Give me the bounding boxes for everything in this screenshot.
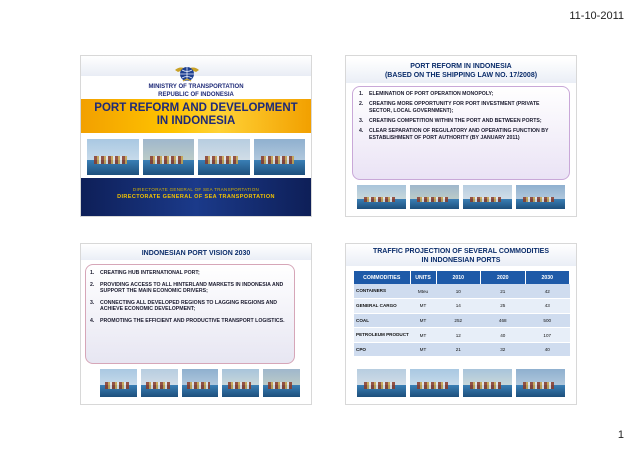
list-item xyxy=(359,128,563,141)
point-text: CONNECTING ALL DEVELOPED REGIONS TO LAGGING REGIONS AND ACHIEVE ECONOMIC DEVELOPMENT; xyxy=(100,299,277,313)
port-photo xyxy=(409,184,460,210)
directorate-band xyxy=(81,178,311,216)
traffic-projection-table xyxy=(354,271,570,357)
list-item xyxy=(359,91,563,98)
table-row xyxy=(354,313,570,328)
table-cell: 40 xyxy=(481,328,526,343)
title-banner xyxy=(81,99,311,133)
point-text: CREATING HUB INTERNATIONAL PORT; xyxy=(100,270,200,276)
table-cell: 107 xyxy=(525,328,570,343)
table-cell: GENERAL CARGO xyxy=(354,299,410,314)
slide-title xyxy=(346,59,576,83)
point-text: ELEMINATION OF PORT OPERATION MONOPOLY; xyxy=(369,91,494,97)
point-number: 1. xyxy=(90,270,95,276)
table-cell: MT xyxy=(410,328,436,343)
table-cell: 252 xyxy=(436,313,481,328)
table-cell: 21 xyxy=(481,284,526,299)
table-cell: PETROLEUM PRODUCT xyxy=(354,328,410,343)
ministry-name xyxy=(81,83,311,99)
column-header: 2010 xyxy=(436,271,481,284)
table-cell: 42 xyxy=(525,284,570,299)
table-cell: MT xyxy=(410,342,436,357)
port-photo xyxy=(515,184,566,210)
port-photo-strip xyxy=(99,368,301,398)
list-item xyxy=(90,318,288,325)
slide1-title-line-2: IN INDONESIA xyxy=(156,115,236,127)
port-photo xyxy=(515,368,566,398)
column-header: COMMODITIES xyxy=(354,271,410,284)
point-number: 4. xyxy=(359,128,364,135)
point-text: CLEAR SEPARATION OF REGULATORY AND OPERATING FUNCTION BY ESTABLISHMENT OF PORT AUTHORITY (BY JANUARY 2011) xyxy=(369,128,549,141)
slide1-title-line-1: PORT REFORM AND DEVELOPMENT xyxy=(94,102,298,114)
table-header-row xyxy=(354,271,570,284)
table-cell: 40 xyxy=(525,342,570,357)
port-photo xyxy=(140,368,179,398)
table-row xyxy=(354,328,570,343)
point-number: 3. xyxy=(359,117,364,124)
port-photo xyxy=(86,138,140,176)
table-cell: 468 xyxy=(481,313,526,328)
table-cell: Mteu xyxy=(410,284,436,299)
port-photo xyxy=(356,184,407,210)
point-number: 2. xyxy=(359,101,364,108)
list-item xyxy=(90,300,288,313)
table-row xyxy=(354,299,570,314)
point-number: 2. xyxy=(90,281,95,288)
table-cell: MT xyxy=(410,299,436,314)
table-row xyxy=(354,342,570,357)
port-photo-strip xyxy=(86,138,306,176)
page-number: 1 xyxy=(617,429,624,441)
print-date: 11-10-2011 xyxy=(569,10,624,22)
port-photo xyxy=(462,184,513,210)
table-cell: CONTAINERS xyxy=(354,284,410,299)
port-photo xyxy=(221,368,260,398)
table-cell: 25 xyxy=(481,299,526,314)
list-item xyxy=(359,101,563,114)
slide3-title: INDONESIAN PORT VISION 2030 xyxy=(141,250,251,257)
column-header: 2030 xyxy=(525,271,570,284)
slide-port-vision xyxy=(80,243,312,405)
port-photo xyxy=(462,368,513,398)
port-photo xyxy=(253,138,307,176)
table-cell: 12 xyxy=(436,328,481,343)
port-photo xyxy=(142,138,196,176)
port-photo xyxy=(181,368,220,398)
slide2-title-line-1: PORT REFORM IN INDONESIA xyxy=(410,63,512,70)
point-number: 3. xyxy=(90,299,95,306)
ministry-line-1: MINISTRY OF TRANSPORTATION xyxy=(148,84,244,90)
point-text: PROVIDING ACCESS TO ALL HINTERLAND MARKETS IN INDONESIA AND SUPPORT THE MAIN ECONOMIC DRIVERS; xyxy=(100,281,284,295)
port-photo-strip xyxy=(356,184,566,210)
point-text: CREATING COMPETITION WITHIN THE PORT AND BETWEEN PORTS; xyxy=(369,117,542,124)
table-row xyxy=(354,284,570,299)
directorate-line-2: DIRECTORATE GENERAL OF SEA TRANSPORTATION xyxy=(117,194,275,200)
table-cell: 500 xyxy=(525,313,570,328)
slide4-title-line-2: IN INDONESIAN PORTS xyxy=(421,257,501,264)
ministry-emblem-icon xyxy=(174,61,200,83)
ministry-line-2: REPUBLIC OF INDONESIA xyxy=(158,92,234,98)
port-photo xyxy=(262,368,301,398)
slide4-title-line-1: TRAFFIC PROJECTION OF SEVERAL COMMODITIES xyxy=(372,248,550,255)
column-header: 2020 xyxy=(481,271,526,284)
table-cell: MT xyxy=(410,313,436,328)
table-cell: CPO xyxy=(354,342,410,357)
port-photo xyxy=(99,368,138,398)
table-cell: 21 xyxy=(436,342,481,357)
point-number: 4. xyxy=(90,317,95,324)
vision-points-box xyxy=(85,264,295,364)
slide-port-reform xyxy=(345,55,577,217)
column-header: UNITS xyxy=(410,271,436,284)
table-cell: 43 xyxy=(525,299,570,314)
slide2-title-line-2: (BASED ON THE SHIPPING LAW NO. 17/2008) xyxy=(384,72,538,79)
point-number: 1. xyxy=(359,91,364,97)
port-photo xyxy=(356,368,407,398)
slide-title xyxy=(346,244,576,266)
slide-title xyxy=(80,55,312,217)
slide-title xyxy=(81,244,311,260)
slide-traffic-projection xyxy=(345,243,577,405)
point-text: CREATING MORE OPPORTUNITY FOR PORT INVESTMENT (PRIVATE SECTOR, LOCAL GOVERNMENT); xyxy=(369,101,540,114)
directorate-line-1: DIRECTORATE GENERAL OF SEA TRANSPORTATION xyxy=(132,187,260,192)
table-cell: 14 xyxy=(436,299,481,314)
reform-points-box xyxy=(352,86,570,180)
table-cell: 10 xyxy=(436,284,481,299)
port-photo-strip xyxy=(356,368,566,398)
point-text: PROMOTING THE EFFICIENT AND PRODUCTIVE TRANSPORT LOGISTICS. xyxy=(100,317,285,324)
table-cell: COAL xyxy=(354,313,410,328)
port-photo xyxy=(409,368,460,398)
list-item xyxy=(90,282,288,295)
list-item xyxy=(90,270,288,277)
table-cell: 32 xyxy=(481,342,526,357)
list-item xyxy=(359,118,563,125)
port-photo xyxy=(197,138,251,176)
